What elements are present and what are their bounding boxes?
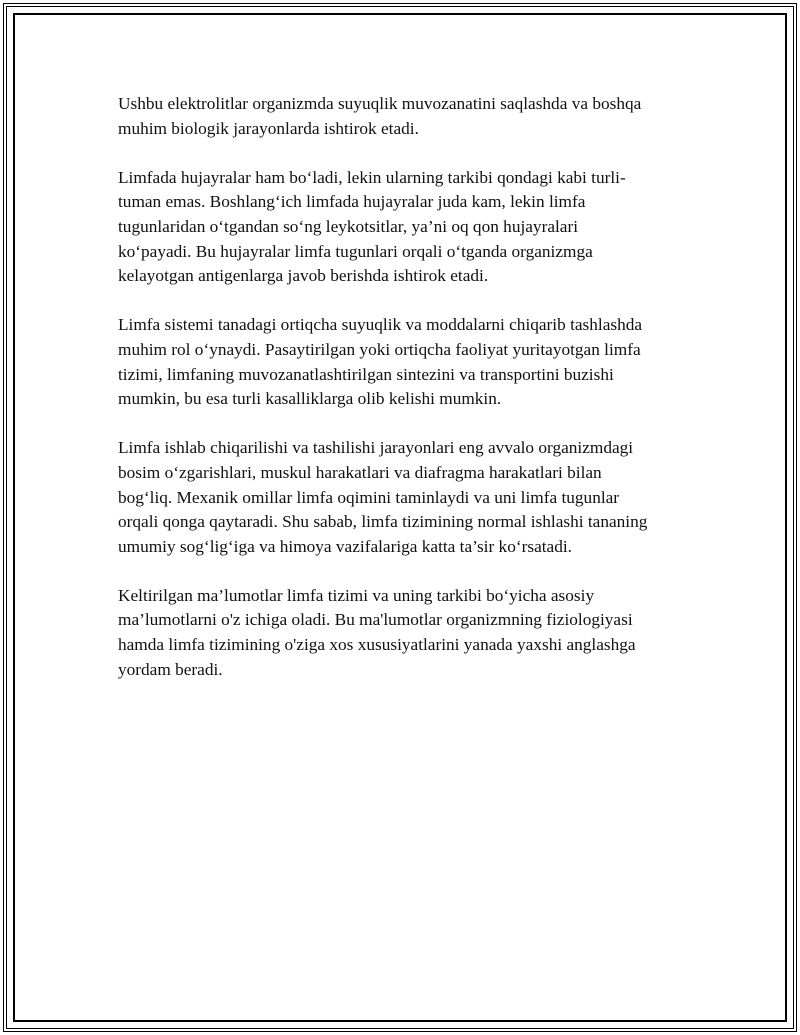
paragraph-lymph-system-role: Limfa sistemi tanadagi ortiqcha suyuqlik va moddalarni chiqarib tashlashda muhim rol o‘ynaydi. Pasaytirilgan yoki ortiqcha faoliyat yuritayotgan limfa tizimi, limfaning muvozanatlashtirilgan sintezini va transportini buzishi mumkin, bu esa turli kasalliklarga olib kelishi mumkin. <box>118 315 643 409</box>
document-body <box>118 92 698 707</box>
paragraph-summary: Keltirilgan ma’lumotlar limfa tizimi va uning tarkibi bo‘yicha asosiy ma’lumotlarni o'z ichiga oladi. Bu ma'lumotlar organizmning fiziologiyasi hamda limfa tizimining o'ziga xos xususiyatlarini yanada yaxshi anglashga yordam beradi. <box>118 585 636 679</box>
paragraph-lymph-production: Limfa ishlab chiqarilishi va tashilishi jarayonlari eng avvalo organizmdagi bosim o‘zgarishlari, muskul harakatlari va diafragma harakatlari bilan bog‘liq. Mexanik omillar limfa oqimini taminlaydi va uni limfa tugunlar orqali qonga qaytaradi. Shu sabab, limfa tizimining normal ishlashi tananing umumiy sog‘lig‘iga va himoya vazifalariga katta ta’sir ko‘rsatadi. <box>118 438 648 556</box>
paragraph-lymph-cells: Limfada hujayralar ham bo‘ladi, lekin ularning tarkibi qondagi kabi turli- tuman emas. Boshlang‘ich limfada hujayralar juda kam, lekin limfa tugunlaridan o‘tgandan so‘ng leykotsitlar, ya’ni oq qon hujayralari ko‘payadi. Bu hujayralar limfa tugunlari orqali o‘tganda organizmga kelayotgan antigenlarga javob berishda ishtirok etadi. <box>118 167 626 286</box>
paragraph-electrolytes: Ushbu elektrolitlar organizmda suyuqlik muvozanatini saqlashda va boshqa muhim biologik jarayonlarda ishtirok etadi. <box>118 94 642 138</box>
